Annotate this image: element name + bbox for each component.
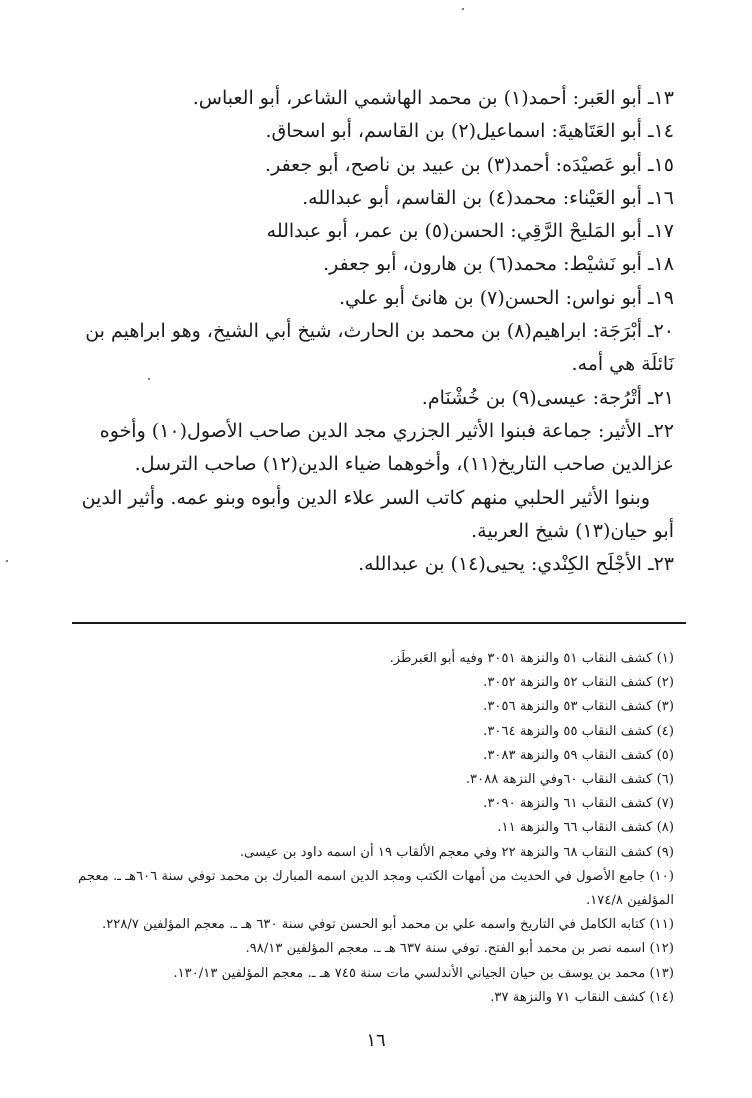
footnote: (٦) كشف النقاب ٦٠وفي النزهة ٣٠٨٨. bbox=[465, 772, 674, 788]
footnote: (١٣) محمد بن يوسف بن حيان الجياني الأندلسي مات سنة ٧٤٥ هـ ـ. معجم المؤلفين ١٣٠/١٣. bbox=[173, 965, 674, 981]
entry: ١٤ـ أبو العَتَاهيةَ: اسماعيل(٢) بن القاسم، أبو اسحاق. bbox=[265, 120, 674, 143]
entry: ١٩ـ أبو نواس: الحسن(٧) بن هانئ أبو علي. bbox=[339, 286, 674, 309]
entry: ٢٠ـ أبْرَجَة: ابراهيم(٨) بن محمد بن الحارث، شيخ أبي الشيخ، وهو ابراهيم بن نَائلَة هي أمه. bbox=[85, 320, 674, 376]
page-number: ١٦ bbox=[366, 1030, 386, 1051]
entry: ٢٢ـ الأثير: جماعة فبنوا الأثير الجزري مجد الدين صاحب الأصول(١٠) وأخوه عزالدين صاحب التاريخ(١١)، وأخوهما ضياء الدين(١٢) صاحب الترسل. bbox=[99, 419, 674, 476]
entry: وبنوا الأثير الحلبي منهم كاتب السر علاء الدين وأبوه وبنو عمه. وأثير الدين أبو حيان(١٣) شيخ العربية. bbox=[81, 486, 674, 542]
footnote: (٤) كشف النقاب ٥٥ والنزهة ٣٠٦٤. bbox=[483, 723, 674, 739]
scan-speck bbox=[462, 8, 464, 10]
entry: ١٣ـ أبو العَبر: أحمد(١) بن محمد الهاشمي الشاعر، أبو العباس. bbox=[192, 87, 674, 109]
footnote: (١٤) كشف النقاب ٧١ والنزهة ٣٧. bbox=[490, 989, 674, 1005]
entry: ١٧ـ أبو المَليحْ الرَّقِي: الحسن(٥) بن عمر، أبو عبدالله bbox=[266, 220, 674, 243]
footnote: (٥) كشف النقاب ٥٩ والنزهة ٣٠٨٣. bbox=[483, 747, 674, 763]
footnote-separator bbox=[72, 622, 686, 624]
entry: ٢١ـ أتْرُجة: عيسى(٩) بن خُشْنَام. bbox=[421, 386, 674, 409]
footnote: (١١) كتابه الكامل في التاريخ واسمه علي بن محمد أبو الحسن توفي سنة ٦٣٠ هـ ـ. معجم المؤلفين ٢٢٨/٧. bbox=[101, 917, 674, 933]
footnote: (١) كشف النقاب ٥١ والنزهة ٣٠٥١ وفيه أبو العَبرطَز. bbox=[389, 651, 674, 666]
footnote: (١٠) جامع الأصول في الحديث من أمهات الكتب ومجد الدين اسمه المبارك بن محمد توفي سنة ٦٠٦هـ ـ. معجم المؤلفين ١٧٤/٨. bbox=[78, 868, 674, 909]
footnote: (٣) كشف النقاب ٥٣ والنزهة ٣٠٥٦. bbox=[483, 699, 674, 715]
entry: ١٦ـ أبو العَيْناء: محمد(٤) بن القاسم، أبو عبدالله. bbox=[302, 186, 674, 209]
footnote: (٨) كشف النقاب ٦٦ والنزهة ١١. bbox=[497, 820, 674, 836]
main-text bbox=[64, 82, 674, 581]
footnotes bbox=[64, 647, 674, 1010]
entry: ١٨ـ أبو نَشيْط: محمد(٦) بن هارون، أبو جعفر. bbox=[323, 253, 674, 276]
entry: ١٥ـ أبو عَصيْدَه: أحمد(٣) بن عبيد بن ناصح، أبو جعفر. bbox=[265, 153, 674, 176]
entry: ٢٣ـ الأجْلَح الكِنْدي: يحيى(١٤) بن عبدالله. bbox=[358, 553, 674, 576]
footnote: (١٢) اسمه نصر بن محمد أبو الفتح. توفي سنة ٦٣٧ هـ ـ. معجم المؤلفين ٩٨/١٣. bbox=[245, 941, 674, 957]
footnote: (٧) كشف النقاب ٦١ والنزهة ٣٠٩٠. bbox=[483, 796, 674, 812]
footnote: (٢) كشف النقاب ٥٢ والنزهة ٣٠٥٢. bbox=[483, 675, 674, 691]
footnote: (٩) كشف النقاب ٦٨ والنزهة ٢٢ وفي معجم الألقاب ١٩ أن اسمه داود بن عيسى. bbox=[239, 844, 674, 860]
scan-speck bbox=[6, 560, 8, 562]
